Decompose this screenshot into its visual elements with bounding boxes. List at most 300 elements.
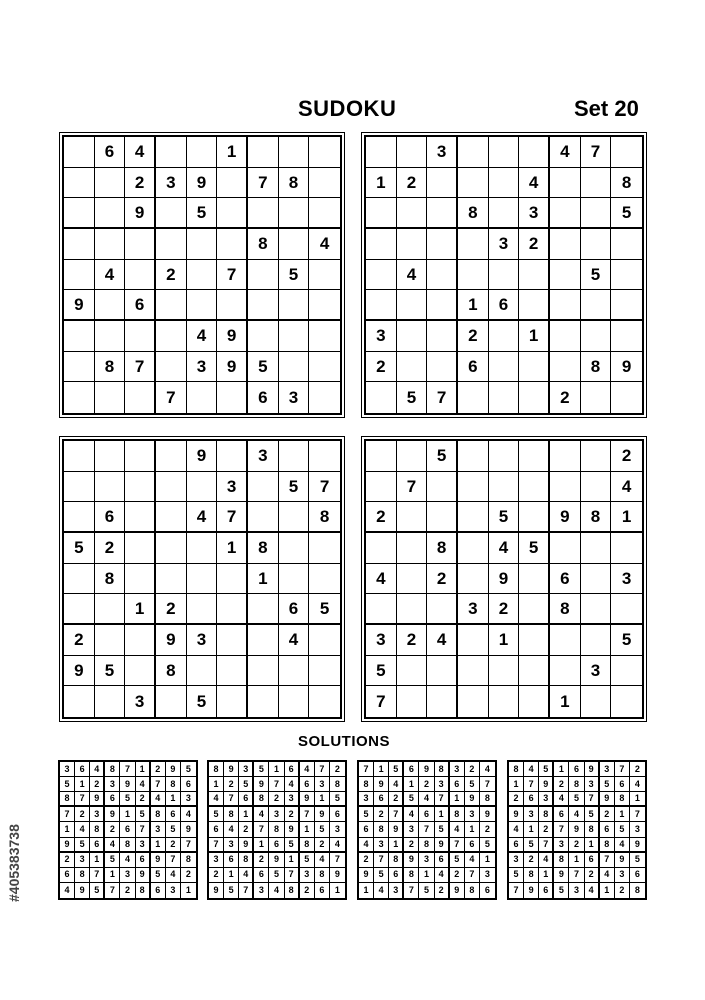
solution-3-cell: 3: [435, 777, 450, 792]
solution-1-cell: 6: [120, 822, 135, 837]
solution-1-cell: 9: [120, 777, 135, 792]
puzzle-4-cell: 3: [611, 564, 642, 595]
puzzle-2-cell: 4: [550, 137, 581, 168]
solution-2-cell: 7: [224, 792, 239, 807]
puzzle-1-cell: [156, 137, 187, 168]
puzzle-3-cell: [125, 533, 156, 564]
puzzle-2-cell: [519, 382, 550, 413]
puzzle-2-cell: [489, 352, 520, 383]
solution-4-cell: 6: [509, 838, 524, 853]
solution-3-cell: 3: [465, 807, 480, 822]
solution-1-cell: 5: [166, 822, 181, 837]
solution-3-cell: 9: [480, 807, 495, 822]
solution-4-cell: 9: [600, 792, 615, 807]
solution-3-cell: 1: [435, 807, 450, 822]
puzzle-2-cell: [489, 321, 520, 352]
solution-3-cell: 6: [374, 792, 389, 807]
puzzle-3-cell: [248, 594, 279, 625]
solution-2-cell: 3: [269, 807, 284, 822]
puzzle-1-cell: 9: [187, 168, 218, 199]
puzzle-3-cell: [156, 441, 187, 472]
solution-4-cell: 6: [524, 792, 539, 807]
solution-3-cell: 6: [419, 807, 434, 822]
puzzle-2-cell: [397, 352, 428, 383]
puzzle-3-cell: [309, 686, 340, 717]
puzzle-4-cell: 5: [519, 533, 550, 564]
puzzle-1-cell: [64, 352, 95, 383]
page-title: SUDOKU: [298, 96, 397, 121]
solution-2-cell: 9: [254, 777, 269, 792]
solution-1-cell: 5: [90, 883, 105, 898]
puzzle-3-cell: [125, 472, 156, 503]
puzzle-4-cell: [397, 533, 428, 564]
puzzle-1-cell: [309, 260, 340, 291]
puzzle-1-cell: 8: [95, 352, 126, 383]
puzzle-1-cell: [279, 290, 310, 321]
solution-2-cell: 4: [239, 868, 254, 883]
puzzle-2-cell: [397, 321, 428, 352]
puzzle-2-cell: 3: [519, 198, 550, 229]
puzzle-2-cell: [366, 260, 397, 291]
solution-3-cell: 1: [419, 868, 434, 883]
solution-4-cell: 2: [524, 853, 539, 868]
solution-2-cell: 9: [315, 807, 330, 822]
puzzle-3-cell: [156, 686, 187, 717]
solution-4-cell: 2: [554, 777, 569, 792]
solution-1-cell: 6: [166, 807, 181, 822]
puzzle-3-cell: 9: [64, 656, 95, 687]
solution-2-cell: 8: [300, 838, 315, 853]
solution-1-cell: 2: [151, 762, 166, 777]
puzzle-4-cell: [458, 656, 489, 687]
solution-1-cell: 5: [136, 807, 151, 822]
solution-2-cell: 7: [254, 822, 269, 837]
puzzle-4-cell: [519, 686, 550, 717]
solution-4-cell: 3: [509, 853, 524, 868]
solution-3-cell: 4: [480, 762, 495, 777]
puzzle-1-cell: [279, 198, 310, 229]
puzzle-1-cell: [125, 260, 156, 291]
puzzle-1-cell: [248, 260, 279, 291]
solution-2-cell: 6: [285, 762, 300, 777]
puzzle-1-cell: [217, 198, 248, 229]
solution-1-cell: 3: [166, 883, 181, 898]
solution-2-cell: 6: [300, 777, 315, 792]
solution-4-cell: 9: [585, 762, 600, 777]
puzzle-1-cell: [125, 382, 156, 413]
puzzle-3-cell: [95, 472, 126, 503]
puzzle-4-cell: 2: [397, 625, 428, 656]
puzzle-1-cell: 9: [217, 352, 248, 383]
puzzle-4-cell: 8: [427, 533, 458, 564]
puzzle-1-cell: 4: [187, 321, 218, 352]
puzzle-1-cell: [309, 198, 340, 229]
puzzle-3-cell: [309, 656, 340, 687]
solution-2-cell: 1: [254, 838, 269, 853]
solution-4-cell: 9: [630, 838, 645, 853]
solution-2-cell: 2: [254, 853, 269, 868]
puzzle-3-cell: [279, 533, 310, 564]
puzzle-3-cell: [156, 502, 187, 533]
puzzle-2-cell: 7: [581, 137, 612, 168]
puzzle-3-cell: [309, 625, 340, 656]
puzzle-1-cell: [248, 290, 279, 321]
puzzle-4-cell: [458, 441, 489, 472]
solution-4-cell: 7: [569, 868, 584, 883]
solution-3-cell: 2: [359, 853, 374, 868]
puzzle-4-cell: [458, 564, 489, 595]
solution-2-cell: 4: [285, 777, 300, 792]
solution-4-cell: 9: [615, 853, 630, 868]
solution-2-cell: 4: [224, 822, 239, 837]
solution-4-cell: 5: [615, 822, 630, 837]
solution-3-cell: 2: [435, 883, 450, 898]
solution-2-cell: 5: [330, 792, 345, 807]
solution-1-cell: 4: [166, 868, 181, 883]
solution-2-cell: 3: [224, 838, 239, 853]
solution-3-cell: 4: [374, 883, 389, 898]
solution-3-cell: 1: [359, 883, 374, 898]
puzzle-1-cell: [279, 352, 310, 383]
solution-4-cell: 1: [539, 868, 554, 883]
solution-3-cell: 9: [389, 822, 404, 837]
solution-1-cell: 2: [166, 838, 181, 853]
puzzle-2-cell: [397, 229, 428, 260]
solution-2-cell: 6: [315, 883, 330, 898]
puzzle-3-cell: [156, 472, 187, 503]
solution-2-cell: 3: [239, 762, 254, 777]
puzzle-1-cell: [156, 321, 187, 352]
solution-1-cell: 8: [75, 868, 90, 883]
solution-4-cell: 4: [600, 868, 615, 883]
solution-2-cell: 5: [285, 838, 300, 853]
puzzle-3-cell: [187, 594, 218, 625]
puzzle-1-cell: 3: [187, 352, 218, 383]
solution-3-cell: 7: [450, 838, 465, 853]
puzzle-2-cell: [519, 137, 550, 168]
solution-4-cell: 7: [615, 762, 630, 777]
solution-3-cell: 4: [359, 838, 374, 853]
puzzle-1-cell: [95, 229, 126, 260]
puzzle-2-cell: [366, 137, 397, 168]
solution-4-cell: 5: [524, 838, 539, 853]
puzzle-4-cell: [581, 533, 612, 564]
puzzle-1-cell: [309, 137, 340, 168]
puzzle-3-cell: [125, 564, 156, 595]
puzzle-3-cell: [309, 564, 340, 595]
solution-4-cell: 6: [600, 822, 615, 837]
puzzle-1-cell: [279, 137, 310, 168]
puzzle-1-cell: 3: [279, 382, 310, 413]
solution-1-cell: 9: [166, 762, 181, 777]
puzzle-3-cell: [95, 625, 126, 656]
solution-1-cell: 8: [120, 838, 135, 853]
puzzle-4-cell: [427, 656, 458, 687]
puzzle-4-cell: [550, 441, 581, 472]
solution-3-cell: 4: [404, 807, 419, 822]
solution-4-cell: 1: [524, 822, 539, 837]
puzzle-4-cell: [611, 594, 642, 625]
solution-2-cell: 8: [285, 883, 300, 898]
puzzle-1-cell: [125, 229, 156, 260]
puzzle-2-cell: [550, 198, 581, 229]
solution-4-cell: 8: [509, 762, 524, 777]
solution-4-cell: 4: [539, 853, 554, 868]
puzzle-3-cell: [217, 625, 248, 656]
puzzle-1-cell: 7: [248, 168, 279, 199]
puzzle-1-cell: [64, 382, 95, 413]
solution-2-cell: 7: [209, 838, 224, 853]
puzzle-3-cell: 3: [125, 686, 156, 717]
solution-3-cell: 2: [419, 777, 434, 792]
solution-1-cell: 7: [75, 792, 90, 807]
solution-1-cell: 8: [166, 777, 181, 792]
puzzle-3-cell: 7: [309, 472, 340, 503]
puzzle-1-cell: 4: [95, 260, 126, 291]
puzzle-2-cell: 2: [458, 321, 489, 352]
puzzle-2-cell: [581, 198, 612, 229]
solution-1-cell: 1: [90, 853, 105, 868]
solution-1-cell: 7: [181, 838, 196, 853]
solution-4-cell: 8: [569, 777, 584, 792]
solution-4-cell: 1: [554, 762, 569, 777]
puzzle-2-cell: [611, 137, 642, 168]
puzzle-3-cell: [248, 472, 279, 503]
solution-3-cell: 3: [389, 883, 404, 898]
solution-4-cell: 2: [615, 883, 630, 898]
puzzle-3-cell: 5: [309, 594, 340, 625]
solution-1-cell: 1: [136, 762, 151, 777]
puzzle-4-cell: [519, 594, 550, 625]
solution-3-cell: 7: [374, 853, 389, 868]
solution-4-cell: 6: [554, 807, 569, 822]
solution-4-cell: 4: [554, 792, 569, 807]
puzzle-3-cell: [279, 441, 310, 472]
solution-1-cell: 4: [105, 838, 120, 853]
solution-2-cell: 1: [239, 807, 254, 822]
puzzle-3-cell: [248, 625, 279, 656]
puzzle-1-cell: 5: [248, 352, 279, 383]
puzzle-1-cell: [248, 198, 279, 229]
puzzle-3-cell: 5: [187, 686, 218, 717]
solution-3-cell: 6: [435, 853, 450, 868]
solution-1-cell: 4: [136, 777, 151, 792]
puzzle-4-cell: 9: [550, 502, 581, 533]
solution-3-cell: 3: [374, 838, 389, 853]
solution-2-cell: 7: [269, 777, 284, 792]
puzzle-3-cell: [309, 533, 340, 564]
solution-4-cell: 2: [569, 838, 584, 853]
puzzle-3-cell: [125, 656, 156, 687]
puzzle-2-cell: [581, 321, 612, 352]
solution-2-cell: 7: [330, 853, 345, 868]
solution-1-cell: 2: [105, 822, 120, 837]
puzzle-2-cell: 2: [519, 229, 550, 260]
solution-2-cell: 8: [315, 868, 330, 883]
puzzle-4-cell: [489, 441, 520, 472]
solution-3-cell: 3: [450, 762, 465, 777]
puzzle-2-cell: [427, 260, 458, 291]
puzzle-4-cell: 3: [581, 656, 612, 687]
puzzle-3-cell: [187, 533, 218, 564]
solution-3-cell: 4: [435, 868, 450, 883]
puzzle-4-cell: [519, 564, 550, 595]
puzzle-2-cell: 2: [397, 168, 428, 199]
puzzle-4-cell: [581, 625, 612, 656]
solution-3-cell: 3: [404, 822, 419, 837]
solution-4-cell: 6: [615, 777, 630, 792]
solution-4-cell: 5: [600, 777, 615, 792]
puzzle-1-cell: [64, 260, 95, 291]
puzzle-1-cell: 6: [125, 290, 156, 321]
solution-4-cell: 6: [569, 762, 584, 777]
puzzle-2-cell: [611, 321, 642, 352]
puzzle-4-cell: 7: [397, 472, 428, 503]
puzzle-4-cell: [489, 686, 520, 717]
puzzle-2-cell: 3: [489, 229, 520, 260]
puzzle-4-cell: [458, 533, 489, 564]
puzzle-3-cell: 8: [95, 564, 126, 595]
solution-2-cell: 1: [269, 762, 284, 777]
solution-4-cell: 6: [585, 853, 600, 868]
solution-4-cell: 6: [539, 883, 554, 898]
puzzle-4-cell: 8: [550, 594, 581, 625]
puzzle-2-cell: [366, 290, 397, 321]
puzzle-2-cell: 1: [519, 321, 550, 352]
puzzle-3-cell: 2: [95, 533, 126, 564]
solution-3-cell: 1: [450, 792, 465, 807]
solution-2-cell: 5: [254, 762, 269, 777]
puzzle-2-cell: [427, 229, 458, 260]
solution-2-cell: 1: [285, 853, 300, 868]
puzzle-2-cell: 2: [550, 382, 581, 413]
puzzle-4-cell: 5: [489, 502, 520, 533]
puzzle-2-cell: [519, 260, 550, 291]
solution-1-cell: 5: [181, 762, 196, 777]
puzzle-2-cell: [611, 229, 642, 260]
puzzle-2-cell: [581, 168, 612, 199]
puzzle-4-cell: [397, 441, 428, 472]
solution-3-cell: 6: [404, 762, 419, 777]
puzzle-3-cell: [187, 564, 218, 595]
sudoku-puzzle-4: [361, 436, 647, 722]
solution-3-cell: 6: [450, 777, 465, 792]
solution-1-cell: 9: [75, 883, 90, 898]
solution-1-cell: 5: [75, 838, 90, 853]
solution-4-cell: 4: [509, 822, 524, 837]
puzzle-2-cell: [519, 352, 550, 383]
solution-1-cell: 3: [136, 838, 151, 853]
solution-1-cell: 9: [136, 868, 151, 883]
solution-3-cell: 4: [419, 792, 434, 807]
solution-1-cell: 7: [60, 807, 75, 822]
solution-1-cell: 6: [60, 868, 75, 883]
puzzle-1-cell: [95, 321, 126, 352]
solution-1-cell: 9: [181, 822, 196, 837]
puzzle-2-cell: [581, 229, 612, 260]
solution-4-cell: 4: [569, 807, 584, 822]
solution-1-cell: 1: [60, 822, 75, 837]
solution-4-cell: 1: [585, 838, 600, 853]
set-label: Set 20: [574, 96, 639, 121]
solution-2-cell: 7: [285, 868, 300, 883]
puzzle-1-cell: 7: [156, 382, 187, 413]
solution-2-cell: 3: [285, 792, 300, 807]
puzzle-4-cell: [611, 686, 642, 717]
puzzle-2-cell: [427, 321, 458, 352]
solution-1-cell: 3: [120, 868, 135, 883]
solution-1-cell: 4: [120, 853, 135, 868]
solution-2-cell: 9: [285, 822, 300, 837]
solution-4-cell: 2: [509, 792, 524, 807]
solution-grid-1: [58, 760, 198, 900]
puzzle-1-cell: [187, 290, 218, 321]
solution-3-cell: 1: [374, 762, 389, 777]
solution-1-cell: 1: [120, 807, 135, 822]
puzzle-4-cell: [550, 625, 581, 656]
puzzle-1-cell: [279, 321, 310, 352]
solution-4-cell: 5: [630, 853, 645, 868]
solution-4-cell: 9: [524, 883, 539, 898]
puzzle-2-cell: [581, 290, 612, 321]
solution-2-cell: 8: [330, 777, 345, 792]
solution-4-cell: 3: [630, 822, 645, 837]
puzzle-4-cell: 1: [611, 502, 642, 533]
solution-3-cell: 5: [389, 762, 404, 777]
solution-2-cell: 7: [315, 762, 330, 777]
solution-1-cell: 8: [151, 807, 166, 822]
solution-1-cell: 7: [105, 883, 120, 898]
solution-4-cell: 8: [585, 822, 600, 837]
solution-4-cell: 8: [600, 838, 615, 853]
solution-3-cell: 7: [480, 777, 495, 792]
puzzle-4-cell: [427, 594, 458, 625]
solution-1-cell: 6: [105, 792, 120, 807]
solution-1-cell: 7: [151, 777, 166, 792]
solution-3-cell: 6: [465, 838, 480, 853]
solution-2-cell: 4: [254, 807, 269, 822]
puzzle-2-cell: 7: [427, 382, 458, 413]
puzzle-4-cell: 4: [611, 472, 642, 503]
solution-3-cell: 9: [435, 838, 450, 853]
solution-3-cell: 3: [419, 853, 434, 868]
solution-1-cell: 7: [90, 868, 105, 883]
puzzle-3-cell: [248, 656, 279, 687]
solution-3-cell: 2: [389, 792, 404, 807]
solution-4-cell: 8: [539, 807, 554, 822]
puzzle-4-cell: [519, 656, 550, 687]
solution-2-cell: 9: [269, 853, 284, 868]
solution-2-cell: 1: [224, 868, 239, 883]
solution-1-cell: 8: [136, 883, 151, 898]
solution-4-cell: 7: [539, 838, 554, 853]
solution-4-cell: 1: [615, 807, 630, 822]
solution-3-cell: 9: [404, 853, 419, 868]
puzzle-1-cell: [156, 198, 187, 229]
puzzle-2-cell: [489, 137, 520, 168]
puzzle-4-cell: 1: [550, 686, 581, 717]
solution-1-cell: 9: [105, 807, 120, 822]
solution-3-cell: 8: [419, 838, 434, 853]
puzzle-1-cell: [156, 290, 187, 321]
puzzle-3-cell: [125, 625, 156, 656]
solution-2-cell: 8: [239, 853, 254, 868]
solution-2-cell: 5: [209, 807, 224, 822]
puzzle-2-cell: [550, 321, 581, 352]
puzzle-2-cell: 4: [397, 260, 428, 291]
solution-1-cell: 8: [60, 792, 75, 807]
solution-2-cell: 3: [330, 822, 345, 837]
